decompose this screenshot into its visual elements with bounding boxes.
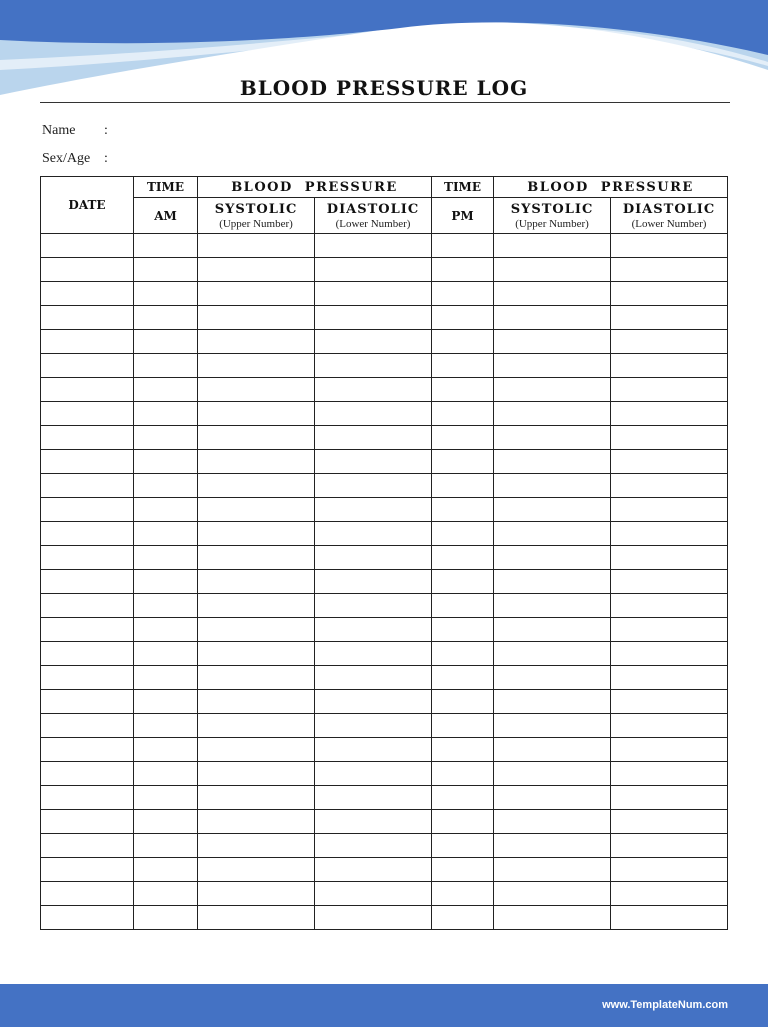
- diastolic-am-header: [315, 198, 432, 234]
- diastolic-pm-cell[interactable]: [611, 450, 728, 474]
- table-row: [41, 762, 728, 786]
- time-pm-cell[interactable]: [432, 858, 494, 882]
- diastolic-am-cell[interactable]: [315, 258, 432, 282]
- systolic-pm-cell[interactable]: [494, 450, 611, 474]
- time-pm-cell[interactable]: [432, 306, 494, 330]
- time-pm-cell[interactable]: [432, 762, 494, 786]
- time-am-cell[interactable]: [134, 690, 198, 714]
- systolic-pm-label: SYSTOLIC: [510, 201, 594, 217]
- systolic-pm-cell[interactable]: [494, 474, 611, 498]
- systolic-am-cell[interactable]: [198, 618, 315, 642]
- systolic-am-cell[interactable]: [198, 258, 315, 282]
- table-row: [41, 642, 728, 666]
- date-cell[interactable]: [41, 642, 134, 666]
- systolic-am-label: SYSTOLIC: [214, 201, 298, 217]
- sex-age-field: [42, 151, 108, 167]
- table-row: [41, 666, 728, 690]
- time-am-cell[interactable]: [134, 882, 198, 906]
- time-am-cell[interactable]: [134, 402, 198, 426]
- time-am-cell[interactable]: [134, 714, 198, 738]
- systolic-pm-cell[interactable]: [494, 402, 611, 426]
- time-am-cell[interactable]: [134, 306, 198, 330]
- systolic-pm-cell[interactable]: [494, 666, 611, 690]
- diastolic-am-cell[interactable]: [315, 906, 432, 930]
- time-pm-cell[interactable]: [432, 450, 494, 474]
- systolic-pm-cell[interactable]: [494, 522, 611, 546]
- systolic-am-note: (Upper Number): [219, 217, 293, 230]
- systolic-am-header: [198, 198, 315, 234]
- systolic-am-cell[interactable]: [198, 522, 315, 546]
- footer-bar: [0, 984, 768, 1027]
- systolic-am-cell[interactable]: [198, 594, 315, 618]
- diastolic-am-cell[interactable]: [315, 858, 432, 882]
- date-header: DATE: [41, 177, 134, 234]
- diastolic-pm-cell[interactable]: [611, 306, 728, 330]
- date-cell[interactable]: [41, 786, 134, 810]
- date-cell[interactable]: [41, 762, 134, 786]
- table-row: [41, 234, 728, 258]
- diastolic-am-label: DIASTOLIC: [326, 201, 420, 217]
- diastolic-pm-cell[interactable]: [611, 330, 728, 354]
- table-row: [41, 402, 728, 426]
- diastolic-am-cell[interactable]: [315, 426, 432, 450]
- systolic-am-cell[interactable]: [198, 786, 315, 810]
- time-am-cell[interactable]: [134, 570, 198, 594]
- time-pm-cell[interactable]: [432, 282, 494, 306]
- systolic-pm-cell[interactable]: [494, 762, 611, 786]
- time-am-cell[interactable]: [134, 426, 198, 450]
- table-row: [41, 570, 728, 594]
- diastolic-pm-cell[interactable]: [611, 258, 728, 282]
- diastolic-am-cell[interactable]: [315, 786, 432, 810]
- time-pm-cell[interactable]: [432, 378, 494, 402]
- systolic-pm-cell[interactable]: [494, 546, 611, 570]
- time-am-cell[interactable]: [134, 450, 198, 474]
- systolic-am-cell[interactable]: [198, 546, 315, 570]
- table-row: [41, 306, 728, 330]
- systolic-am-cell[interactable]: [198, 642, 315, 666]
- time-am-cell[interactable]: [134, 810, 198, 834]
- diastolic-am-cell[interactable]: [315, 474, 432, 498]
- diastolic-pm-cell[interactable]: [611, 498, 728, 522]
- date-cell[interactable]: [41, 354, 134, 378]
- diastolic-pm-cell[interactable]: [611, 378, 728, 402]
- table-row: [41, 906, 728, 930]
- date-cell[interactable]: [41, 402, 134, 426]
- time-pm-cell[interactable]: [432, 714, 494, 738]
- diastolic-am-cell[interactable]: [315, 618, 432, 642]
- systolic-am-cell[interactable]: [198, 810, 315, 834]
- time-am-cell[interactable]: [134, 738, 198, 762]
- name-label: Name: [42, 123, 76, 138]
- systolic-pm-cell[interactable]: [494, 498, 611, 522]
- time-am-cell[interactable]: [134, 618, 198, 642]
- time-am-header: TIME: [134, 177, 198, 198]
- date-cell[interactable]: [41, 282, 134, 306]
- diastolic-pm-cell[interactable]: [611, 522, 728, 546]
- pm-header: PM: [432, 198, 494, 234]
- time-am-cell[interactable]: [134, 642, 198, 666]
- systolic-am-cell[interactable]: [198, 402, 315, 426]
- systolic-am-cell[interactable]: [198, 282, 315, 306]
- date-cell[interactable]: [41, 426, 134, 450]
- time-am-cell[interactable]: [134, 474, 198, 498]
- time-pm-cell[interactable]: [432, 810, 494, 834]
- time-pm-cell[interactable]: [432, 402, 494, 426]
- date-cell[interactable]: [41, 594, 134, 618]
- table-row: [41, 450, 728, 474]
- systolic-pm-cell[interactable]: [494, 426, 611, 450]
- systolic-pm-cell[interactable]: [494, 882, 611, 906]
- name-field: [42, 123, 108, 139]
- date-cell[interactable]: [41, 234, 134, 258]
- time-pm-cell[interactable]: [432, 786, 494, 810]
- diastolic-pm-cell[interactable]: [611, 402, 728, 426]
- systolic-pm-cell[interactable]: [494, 306, 611, 330]
- diastolic-am-cell[interactable]: [315, 738, 432, 762]
- time-pm-cell[interactable]: [432, 834, 494, 858]
- date-cell[interactable]: [41, 906, 134, 930]
- table-row: [41, 426, 728, 450]
- date-cell[interactable]: [41, 570, 134, 594]
- table-row: [41, 594, 728, 618]
- table-row: [41, 690, 728, 714]
- time-am-cell[interactable]: [134, 522, 198, 546]
- date-cell[interactable]: [41, 450, 134, 474]
- systolic-pm-cell[interactable]: [494, 282, 611, 306]
- time-pm-cell[interactable]: [432, 906, 494, 930]
- table-row: [41, 618, 728, 642]
- time-am-cell[interactable]: [134, 786, 198, 810]
- diastolic-pm-cell[interactable]: [611, 738, 728, 762]
- systolic-am-cell[interactable]: [198, 858, 315, 882]
- systolic-am-cell[interactable]: [198, 498, 315, 522]
- time-am-cell[interactable]: [134, 594, 198, 618]
- table-row: [41, 858, 728, 882]
- time-am-cell[interactable]: [134, 834, 198, 858]
- diastolic-am-cell[interactable]: [315, 522, 432, 546]
- systolic-pm-cell[interactable]: [494, 570, 611, 594]
- time-pm-cell[interactable]: [432, 882, 494, 906]
- date-cell[interactable]: [41, 258, 134, 282]
- table-row: [41, 378, 728, 402]
- time-pm-cell[interactable]: [432, 594, 494, 618]
- diastolic-am-cell[interactable]: [315, 330, 432, 354]
- diastolic-am-cell[interactable]: [315, 594, 432, 618]
- diastolic-pm-cell[interactable]: [611, 474, 728, 498]
- date-cell[interactable]: [41, 834, 134, 858]
- time-pm-cell[interactable]: [432, 354, 494, 378]
- diastolic-am-cell[interactable]: [315, 306, 432, 330]
- diastolic-am-cell[interactable]: [315, 354, 432, 378]
- time-pm-cell[interactable]: [432, 642, 494, 666]
- time-am-cell[interactable]: [134, 858, 198, 882]
- systolic-am-cell[interactable]: [198, 474, 315, 498]
- systolic-pm-cell[interactable]: [494, 690, 611, 714]
- diastolic-pm-cell[interactable]: [611, 906, 728, 930]
- date-cell[interactable]: [41, 498, 134, 522]
- diastolic-am-cell[interactable]: [315, 570, 432, 594]
- diastolic-pm-cell[interactable]: [611, 810, 728, 834]
- diastolic-am-note: (Lower Number): [335, 217, 411, 230]
- date-cell[interactable]: [41, 306, 134, 330]
- diastolic-pm-cell[interactable]: [611, 714, 728, 738]
- time-pm-cell[interactable]: [432, 522, 494, 546]
- systolic-am-cell[interactable]: [198, 354, 315, 378]
- time-pm-cell[interactable]: [432, 738, 494, 762]
- systolic-am-cell[interactable]: [198, 906, 315, 930]
- diastolic-pm-cell[interactable]: [611, 546, 728, 570]
- date-cell[interactable]: [41, 738, 134, 762]
- diastolic-am-cell[interactable]: [315, 498, 432, 522]
- diastolic-am-cell[interactable]: [315, 690, 432, 714]
- log-rows: [41, 234, 728, 930]
- systolic-am-cell[interactable]: [198, 714, 315, 738]
- diastolic-am-cell[interactable]: [315, 714, 432, 738]
- diastolic-pm-note: (Lower Number): [631, 217, 707, 230]
- diastolic-pm-cell[interactable]: [611, 354, 728, 378]
- table-row: [41, 810, 728, 834]
- table-row: [41, 882, 728, 906]
- diastolic-pm-cell[interactable]: [611, 426, 728, 450]
- date-cell[interactable]: [41, 618, 134, 642]
- diastolic-am-cell[interactable]: [315, 642, 432, 666]
- date-cell[interactable]: [41, 330, 134, 354]
- diastolic-pm-header: [611, 198, 728, 234]
- diastolic-pm-cell[interactable]: [611, 690, 728, 714]
- table-row: [41, 282, 728, 306]
- date-cell[interactable]: [41, 474, 134, 498]
- date-cell[interactable]: [41, 858, 134, 882]
- systolic-pm-header: [494, 198, 611, 234]
- diastolic-pm-cell[interactable]: [611, 642, 728, 666]
- time-pm-cell[interactable]: [432, 474, 494, 498]
- systolic-pm-cell[interactable]: [494, 354, 611, 378]
- date-cell[interactable]: [41, 546, 134, 570]
- systolic-pm-note: (Upper Number): [515, 217, 589, 230]
- systolic-pm-cell[interactable]: [494, 834, 611, 858]
- table-row: [41, 330, 728, 354]
- title-underline: [40, 102, 730, 103]
- diastolic-pm-cell[interactable]: [611, 834, 728, 858]
- systolic-am-cell[interactable]: [198, 834, 315, 858]
- systolic-am-cell[interactable]: [198, 690, 315, 714]
- bp-am-header: BLOOD PRESSURE: [198, 177, 432, 198]
- time-pm-cell[interactable]: [432, 546, 494, 570]
- systolic-am-cell[interactable]: [198, 330, 315, 354]
- date-cell[interactable]: [41, 378, 134, 402]
- am-header: AM: [134, 198, 198, 234]
- diastolic-pm-cell[interactable]: [611, 234, 728, 258]
- systolic-pm-cell[interactable]: [494, 234, 611, 258]
- time-pm-cell[interactable]: [432, 618, 494, 642]
- systolic-am-cell[interactable]: [198, 378, 315, 402]
- time-am-cell[interactable]: [134, 282, 198, 306]
- time-pm-cell[interactable]: [432, 234, 494, 258]
- systolic-pm-cell[interactable]: [494, 378, 611, 402]
- time-pm-header: TIME: [432, 177, 494, 198]
- diastolic-pm-cell[interactable]: [611, 570, 728, 594]
- table-row: [41, 786, 728, 810]
- systolic-am-cell[interactable]: [198, 306, 315, 330]
- time-pm-cell[interactable]: [432, 666, 494, 690]
- systolic-pm-cell[interactable]: [494, 258, 611, 282]
- page-title: BLOOD PRESSURE LOG: [239, 76, 529, 100]
- diastolic-pm-cell[interactable]: [611, 618, 728, 642]
- systolic-pm-cell[interactable]: [494, 642, 611, 666]
- systolic-am-cell[interactable]: [198, 234, 315, 258]
- time-pm-cell[interactable]: [432, 570, 494, 594]
- systolic-pm-cell[interactable]: [494, 330, 611, 354]
- date-cell[interactable]: [41, 714, 134, 738]
- sex-age-label: Sex/Age: [42, 151, 91, 166]
- table-row: [41, 474, 728, 498]
- date-cell[interactable]: [41, 666, 134, 690]
- time-am-cell[interactable]: [134, 354, 198, 378]
- systolic-am-cell[interactable]: [198, 426, 315, 450]
- table-row: [41, 714, 728, 738]
- diastolic-pm-cell[interactable]: [611, 282, 728, 306]
- time-pm-cell[interactable]: [432, 690, 494, 714]
- date-cell[interactable]: [41, 522, 134, 546]
- systolic-am-cell[interactable]: [198, 738, 315, 762]
- diastolic-pm-cell[interactable]: [611, 786, 728, 810]
- date-cell[interactable]: [41, 690, 134, 714]
- table-row: [41, 354, 728, 378]
- time-am-cell[interactable]: [134, 378, 198, 402]
- systolic-pm-cell[interactable]: [494, 786, 611, 810]
- diastolic-am-cell[interactable]: [315, 234, 432, 258]
- systolic-pm-cell[interactable]: [494, 618, 611, 642]
- diastolic-pm-cell[interactable]: [611, 666, 728, 690]
- systolic-pm-cell[interactable]: [494, 594, 611, 618]
- table-row: [41, 258, 728, 282]
- table-row: [41, 498, 728, 522]
- table-row: [41, 546, 728, 570]
- diastolic-am-cell[interactable]: [315, 546, 432, 570]
- diastolic-pm-cell[interactable]: [611, 594, 728, 618]
- diastolic-am-cell[interactable]: [315, 402, 432, 426]
- time-am-cell[interactable]: [134, 234, 198, 258]
- diastolic-am-cell[interactable]: [315, 762, 432, 786]
- time-am-cell[interactable]: [134, 498, 198, 522]
- blood-pressure-table: [40, 176, 728, 930]
- date-cell[interactable]: [41, 882, 134, 906]
- diastolic-pm-cell[interactable]: [611, 858, 728, 882]
- systolic-am-cell[interactable]: [198, 666, 315, 690]
- diastolic-am-cell[interactable]: [315, 666, 432, 690]
- systolic-am-cell[interactable]: [198, 762, 315, 786]
- systolic-am-cell[interactable]: [198, 450, 315, 474]
- date-cell[interactable]: [41, 810, 134, 834]
- time-pm-cell[interactable]: [432, 498, 494, 522]
- time-pm-cell[interactable]: [432, 330, 494, 354]
- time-am-cell[interactable]: [134, 906, 198, 930]
- table-row: [41, 834, 728, 858]
- diastolic-am-cell[interactable]: [315, 810, 432, 834]
- diastolic-am-cell[interactable]: [315, 378, 432, 402]
- diastolic-am-cell[interactable]: [315, 450, 432, 474]
- time-am-cell[interactable]: [134, 666, 198, 690]
- time-am-cell[interactable]: [134, 762, 198, 786]
- name-colon: :: [104, 123, 108, 138]
- systolic-pm-cell[interactable]: [494, 858, 611, 882]
- time-pm-cell[interactable]: [432, 426, 494, 450]
- systolic-pm-cell[interactable]: [494, 810, 611, 834]
- time-pm-cell[interactable]: [432, 258, 494, 282]
- table-row: [41, 522, 728, 546]
- diastolic-pm-cell[interactable]: [611, 762, 728, 786]
- systolic-pm-cell[interactable]: [494, 906, 611, 930]
- sex-age-colon: :: [104, 151, 108, 166]
- time-am-cell[interactable]: [134, 330, 198, 354]
- table-row: [41, 738, 728, 762]
- time-am-cell[interactable]: [134, 258, 198, 282]
- systolic-am-cell[interactable]: [198, 570, 315, 594]
- bp-pm-header: BLOOD PRESSURE: [494, 177, 728, 198]
- systolic-pm-cell[interactable]: [494, 714, 611, 738]
- diastolic-am-cell[interactable]: [315, 834, 432, 858]
- diastolic-am-cell[interactable]: [315, 882, 432, 906]
- time-am-cell[interactable]: [134, 546, 198, 570]
- diastolic-am-cell[interactable]: [315, 282, 432, 306]
- footer-url: www.TemplateNum.com: [602, 999, 728, 1011]
- systolic-pm-cell[interactable]: [494, 738, 611, 762]
- diastolic-pm-cell[interactable]: [611, 882, 728, 906]
- systolic-am-cell[interactable]: [198, 882, 315, 906]
- diastolic-pm-label: DIASTOLIC: [622, 201, 716, 217]
